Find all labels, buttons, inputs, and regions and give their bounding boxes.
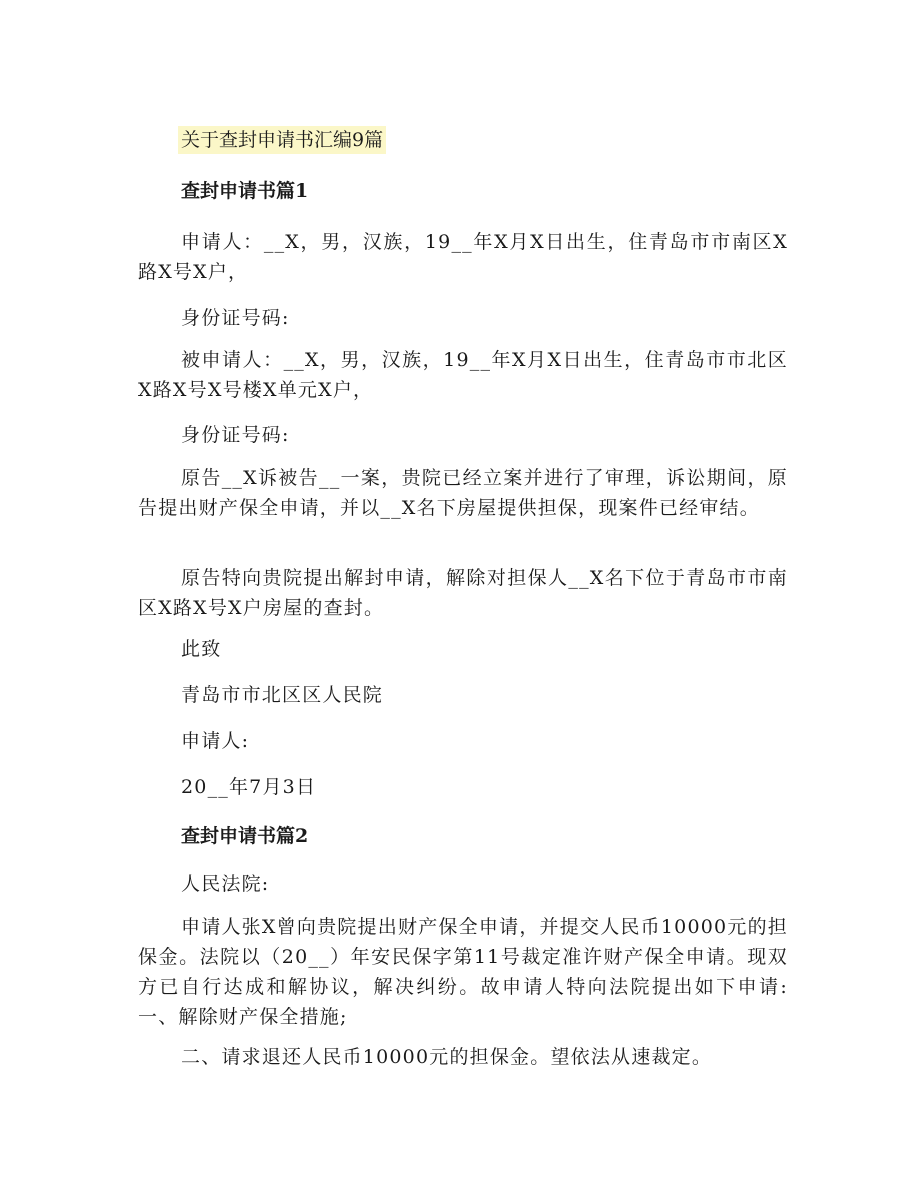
case-paragraph: 原告__X诉被告__一案，贵院已经立案并进行了审理，诉讼期间，原告提出财产保全申请，并以__X名下房屋提供担保，现案件已经审结。 xyxy=(138,467,788,519)
addressee-line: 人民法院: xyxy=(181,873,270,895)
bond-paragraph: 申请人张X曾向贵院提出财产保全申请，并提交人民币10000元的担保金。法院以（20__）年安民保字第11号裁定准许财产保全申请。现双方已自行达成和解协议，解决纠纷。故申请人特向法院提出如下申请:一、解除财产保全措施; xyxy=(138,916,788,1028)
signature-line: 申请人: xyxy=(181,730,250,752)
document-title: 关于查封申请书汇编9篇 xyxy=(178,126,386,154)
respondent-paragraph: 被申请人：__X，男，汉族，19__年X月X日出生，住青岛市市北区X路X号X号楼X单元X户， xyxy=(138,349,788,401)
respondent-id-line: 身份证号码: xyxy=(181,424,290,446)
salutation: 此致 xyxy=(181,638,222,660)
section-heading-1: 查封申请书篇1 xyxy=(181,180,309,202)
applicant-paragraph: 申请人：__X，男，汉族，19__年X月X日出生，住青岛市市南区X路X号X户， xyxy=(138,231,788,283)
unseal-request-paragraph: 原告特向贵院提出解封申请，解除对担保人__X名下位于青岛市市南区X路X号X户房屋的查封。 xyxy=(138,567,788,619)
date-line: 20__年7月3日 xyxy=(181,776,317,798)
refund-paragraph: 二、请求退还人民币10000元的担保金。望依法从速裁定。 xyxy=(181,1046,713,1068)
section-heading-2: 查封申请书篇2 xyxy=(181,825,309,847)
applicant-id-line: 身份证号码: xyxy=(181,307,290,329)
court-name: 青岛市市北区区人民院 xyxy=(181,684,384,706)
